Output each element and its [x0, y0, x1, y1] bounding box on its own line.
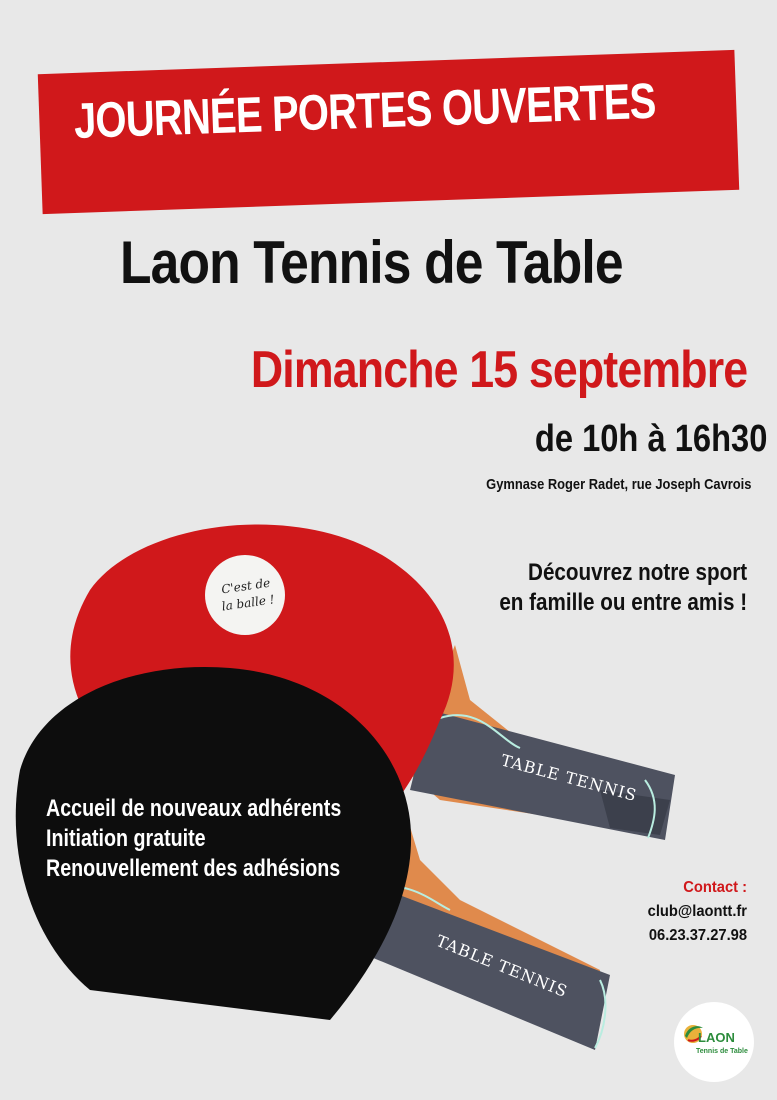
event-date: Dimanche 15 septembre	[250, 341, 747, 399]
contact-phone[interactable]: 06.23.37.27.98	[648, 927, 747, 944]
tagline-line-1: Découvrez notre sport	[527, 559, 747, 586]
event-time: de 10h à 16h30	[534, 418, 767, 460]
club-logo	[674, 1002, 754, 1082]
ball-text-line-2: la balle !	[220, 592, 276, 614]
tagline	[499, 558, 747, 618]
red-paddle-handle-label: TABLE TENNIS	[498, 750, 640, 806]
black-paddle-handle-label: TABLE TENNIS	[433, 931, 571, 1002]
tagline-line-2: en famille ou entre amis !	[499, 589, 747, 616]
logo-name: LAON	[698, 1030, 735, 1045]
activities-list	[46, 794, 341, 884]
event-venue: Gymnase Roger Radet, rue Joseph Cavrois	[485, 476, 751, 493]
ball-text-line-1: C'est de	[220, 575, 272, 597]
contact-block	[648, 876, 747, 948]
contact-label: Contact :	[683, 879, 747, 896]
logo-subtitle: Tennis de Table	[696, 1048, 748, 1055]
activity-item: Initiation gratuite	[46, 825, 206, 852]
banner-title: JOURNÉE PORTES OUVERTES	[73, 72, 657, 149]
contact-email[interactable]: club@laontt.fr	[647, 903, 747, 920]
club-name: Laon Tennis de Table	[120, 229, 623, 296]
activity-item: Renouvellement des adhésions	[46, 855, 341, 882]
activity-item: Accueil de nouveaux adhérents	[46, 795, 342, 822]
